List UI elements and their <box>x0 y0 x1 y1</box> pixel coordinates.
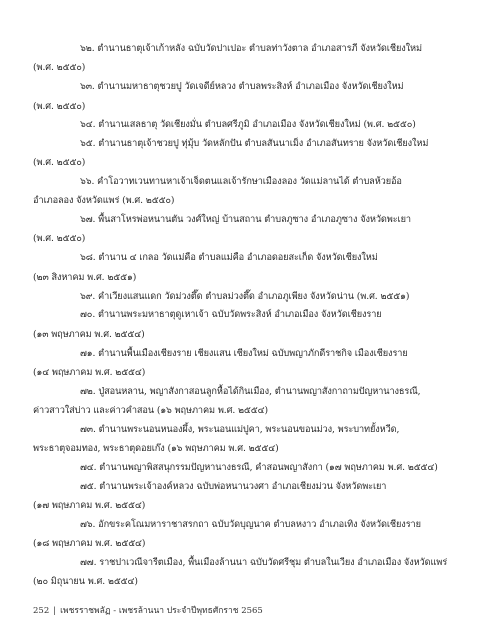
entry-first-line: ๗๗. ราชปาเวณีจารีตเมือง, พื้นเมืองล้านนา ฉบับวัดศรีชุม ตำบลในเวียง อำเภอเมือง จังหวัดแพร่ <box>80 557 448 568</box>
entry-first-line: ๗๑. ตำนานพื้นเมืองเชียงราย เชียงแสน เชียงใหม่ ฉบับพญาภักดีราชกิจ เมืองเชียงราย <box>80 348 408 359</box>
entry-first-line: ๗๕. ตำนานพระเจ้าองค์หลวง ฉบับพ่อหนานวงศา อำเภอเชียงม่วน จังหวัดพะเยา <box>80 481 387 492</box>
entry-continuation-line: (๑๘ พฤษภาคม พ.ศ. ๒๕๕๔) <box>33 538 146 549</box>
entry-continuation-line: (๑๓ พฤษภาคม พ.ศ. ๒๕๕๔) <box>33 329 145 340</box>
entry-first-line: ๗๐. ตำนานพระมหาธาตุดูเหาเจ้า ฉบับวัดพระสิงห์ อำเภอเมือง จังหวัดเชียงราย <box>80 309 382 320</box>
entry-first-line: ๗๖. อักขระคโณมหาราชาสรกถา ฉบับวัดบุญนาค ตำบลหงาว อำเภอเทิง จังหวัดเชียงราย <box>80 519 421 530</box>
footer-title: เพชรราชพลัฏ - เพชรล้านนา ประจำปีพุทธศักราช 2565 <box>60 606 263 616</box>
entry-continuation-line: (พ.ศ. ๒๕๕๐) <box>33 157 86 168</box>
page-footer <box>33 603 263 617</box>
entry-continuation-line: (พ.ศ. ๒๕๕๐) <box>33 233 86 244</box>
entry-continuation-line: อำเภอลอง จังหวัดแพร่ (พ.ศ. ๒๕๕๐) <box>33 195 175 206</box>
entry-first-line: ๖๖. คำโอวาทเวนทานหาเจ้าเจ็ดตนแลเจ้ารักษาเมืองลอง วัดแม่ลานได้ ตำบลห้วยอ้อ <box>80 176 402 187</box>
entry-continuation-line: (พ.ศ. ๒๕๕๐) <box>33 62 86 73</box>
entry-first-line: ๖๕. ตำนานธาตุเจ้าชวยปู ทุ่มุ้บ วัดหลักปัน ตำบลสันนาเม็ง อำเภอสันทราย จังหวัดเชียงใหม่ <box>80 138 429 149</box>
entry-first-line: ๖๒. ตำนานธาตุเจ้าเก้าหลัง ฉบับวัดปาเปอะ ตำบลท่าวังตาล อำเภอสารภี จังหวัดเชียงใหม่ <box>80 43 422 54</box>
entry-first-line: ๗๓. ตำนานพระนอนหนองผึ้ง, พระนอนแม่ปูคา, พระนอนขอนม่วง, พระบาทยั้งหวีด, <box>80 424 400 435</box>
entry-continuation-line: (๒๓ สิงหาคม พ.ศ. ๒๕๕๑) <box>33 272 137 283</box>
entry-first-line: ๗๒. ปู่สอนหลาน, พญาสังกาสอนลูกหื้อได้กินเมือง, ตำนานพญาสังกาถามปัญหานางธรณี, <box>80 386 421 397</box>
entry-continuation-line: (๑๔ พฤษภาคม พ.ศ. ๒๕๕๔) <box>33 367 146 378</box>
footer-separator: | <box>53 606 57 616</box>
entry-continuation-line: (๑๗ พฤษภาคม พ.ศ. ๒๕๕๔) <box>33 500 146 511</box>
entry-first-line: ๖๘. ตำนาน ๔ เกลอ วัดแม่คือ ตำบลแม่คือ อำเภอดอยสะเก็ด จังหวัดเชียงใหม่ <box>80 252 378 263</box>
page-number: 252 <box>33 606 50 616</box>
entry-continuation-line: ค่าวสาวใส่บ่าว และค่าวคำสอน (๑๖ พฤษภาคม พ.ศ. ๒๕๕๔) <box>33 405 268 416</box>
entry-first-line: ๖๗. พื้นสาโหรพ่อหนานตัน วงศ์ใหญ่ บ้านสถาน ตำบลภูซาง อำเภอภูซาง จังหวัดพะเยา <box>80 214 411 225</box>
entry-continuation-line: (๒๐ มิถุนายน พ.ศ. ๒๕๕๔) <box>33 576 138 587</box>
entry-continuation-line: พระธาตุจอมทอง, พระธาตุดอยเก๊ง (๑๖ พฤษภาคม พ.ศ. ๒๕๕๔) <box>33 443 279 454</box>
entry-first-line: ๖๓. ตำนานมหาธาตุชวยปู วัดเจดีย์หลวง ตำบลพระสิงห์ อำเภอเมือง จังหวัดเชียงใหม่ <box>80 81 404 92</box>
entry-first-line: ๖๙. คำเวียงแสนแดก วัดม่วงตึ๊ด ตำบลม่วงตึ๊ด อำเภอภูเพียง จังหวัดน่าน (พ.ศ. ๒๕๕๑) <box>80 291 410 302</box>
entry-first-line: ๗๔. ตำนานพญาพิสสนุกรรมปัญหานางธรณี, คำสอนพญาสังกา (๑๗ พฤษภาคม พ.ศ. ๒๕๕๔) <box>80 462 438 473</box>
entry-first-line: ๖๔. ตำนานเสลธาตุ วัดเชียงมั่น ตำบลศรีภูมิ อำเภอเมือง จังหวัดเชียงใหม่ (พ.ศ. ๒๕๕๐) <box>80 119 416 130</box>
entry-continuation-line: (พ.ศ. ๒๕๕๐) <box>33 101 86 112</box>
